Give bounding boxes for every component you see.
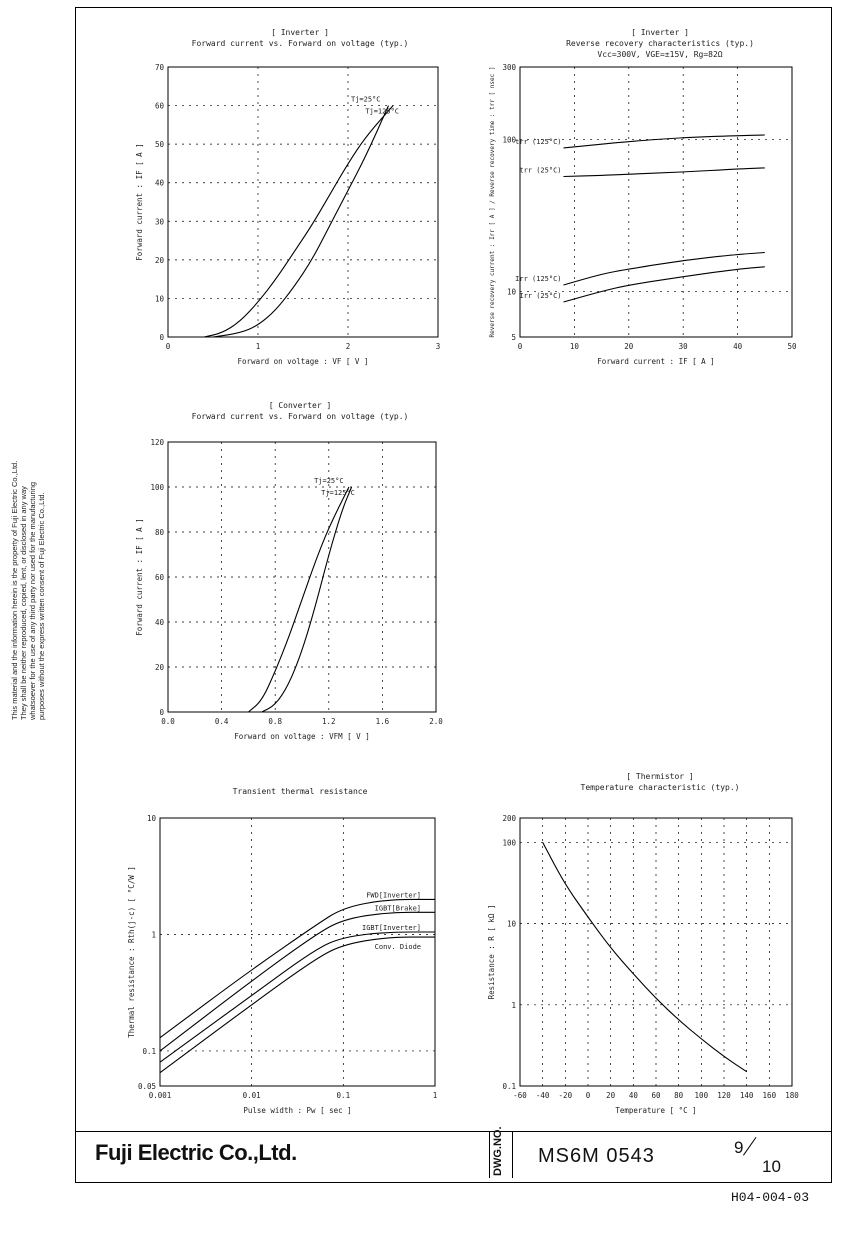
- series-line: [564, 168, 765, 177]
- y-tick-label: 5: [511, 333, 516, 342]
- series-label: Tj=25°C: [350, 95, 381, 104]
- chart5-title: Temperature characteristic (typ.): [580, 783, 740, 792]
- x-axis-label: Forward on voltage : VF [ V ]: [237, 357, 369, 366]
- series-label: Irr (25°C): [519, 292, 562, 301]
- y-tick-label: 120: [150, 438, 164, 447]
- x-tick-label: -60: [513, 1091, 527, 1100]
- chart1-section: [ Inverter ]: [271, 28, 329, 37]
- y-tick-label: 10: [146, 814, 156, 823]
- x-tick-label: 120: [717, 1091, 731, 1100]
- y-tick-label: 200: [502, 814, 516, 823]
- x-axis-label: Temperature [ °C ]: [615, 1106, 697, 1115]
- series-label: IGBT[Inverter]: [361, 924, 421, 933]
- x-tick-label: 0: [165, 342, 171, 351]
- y-tick-label: 30: [154, 217, 164, 227]
- y-tick-label: 10: [506, 919, 516, 929]
- y-axis-label: Thermal resistance : Rth(j-c) [ °C/W ]: [127, 866, 136, 1038]
- x-tick-label: 20: [624, 342, 634, 351]
- x-tick-label: 40: [733, 342, 743, 351]
- chart-forward-current-inverter: [120, 60, 460, 380]
- series-line: [160, 899, 435, 1037]
- series-label: Tj=125°C: [365, 107, 399, 116]
- x-axis-label: Forward current : IF [ A ]: [597, 357, 715, 366]
- y-tick-label: 1: [151, 930, 156, 940]
- form-code: H04-004-03: [731, 1190, 810, 1205]
- x-tick-label: 1: [432, 1091, 438, 1100]
- chart2-subtitle: Vcc=300V, VGE=±15V, Rg=82Ω: [597, 50, 723, 59]
- chart-thermistor: [475, 808, 815, 1128]
- chart4-header: [130, 786, 470, 797]
- x-tick-label: 100: [694, 1091, 709, 1100]
- y-tick-label: 1: [511, 1000, 516, 1010]
- series-line: [564, 253, 765, 286]
- x-tick-label: 0: [585, 1091, 591, 1100]
- x-tick-label: 0.0: [161, 717, 175, 726]
- chart2-section: [ Inverter ]: [631, 28, 689, 37]
- dwg-no-label: DWG.NO.: [489, 1132, 513, 1178]
- series-line: [160, 912, 435, 1051]
- y-tick-label: 80: [154, 528, 164, 537]
- y-tick-label: 40: [154, 618, 164, 627]
- x-tick-label: 1.6: [375, 717, 390, 726]
- proprietary-notice: [10, 460, 70, 720]
- x-tick-label: 0.01: [242, 1091, 261, 1100]
- x-tick-label: 3: [435, 342, 441, 351]
- y-tick-label: 100: [502, 838, 516, 848]
- y-tick-label: 50: [154, 140, 164, 150]
- series-label: Irr (125°C): [515, 275, 562, 284]
- series-line: [564, 267, 765, 302]
- y-axis-label: Resistance : R [ kΩ ]: [487, 904, 496, 1000]
- series-label: Tj=125°C: [321, 489, 355, 497]
- series-label: Conv. Diode: [374, 943, 421, 952]
- chart3-title: Forward current vs. Forward on voltage (typ.): [191, 412, 409, 421]
- y-axis-label: Forward current : IF [ A ]: [135, 518, 144, 636]
- x-tick-label: 60: [651, 1091, 661, 1100]
- series-label: IGBT[Brake]: [374, 904, 421, 913]
- x-tick-label: 0.8: [268, 717, 282, 726]
- x-tick-label: 50: [787, 342, 797, 351]
- chart1-header: [130, 27, 470, 49]
- y-tick-label: 60: [154, 573, 164, 582]
- y-tick-label: 10: [506, 287, 516, 297]
- y-tick-label: 60: [154, 101, 164, 111]
- y-tick-label: 10: [154, 294, 164, 304]
- x-tick-label: 0.4: [214, 717, 229, 726]
- x-tick-label: 160: [762, 1091, 777, 1100]
- series-line: [248, 487, 349, 712]
- y-tick-label: 40: [154, 178, 164, 188]
- proprietary-notice-text: This material and the information herein is the property of Fuji Electric Co.,Ltd. They shall be neither reproduced, copied, lent, or disclosed in any way whatsoever for the use of any third party nor used for the manufacturing purposes without the express written consent of Fuji Electric Co.,Ltd.: [10, 460, 46, 720]
- x-axis-label: Pulse width : Pw [ sec ]: [243, 1106, 352, 1115]
- y-tick-label: 0.1: [142, 1046, 156, 1056]
- y-tick-label: 0: [159, 333, 164, 342]
- y-tick-label: 300: [502, 63, 516, 72]
- chart5-section: [ Thermistor ]: [626, 772, 694, 781]
- series-line: [564, 135, 765, 148]
- chart-forward-current-converter: [120, 435, 460, 755]
- chart3-header: [130, 400, 470, 422]
- x-tick-label: -40: [535, 1091, 550, 1100]
- y-tick-label: 20: [154, 255, 164, 265]
- y-tick-label: 100: [150, 483, 164, 492]
- chart4-title: Transient thermal resistance: [232, 787, 368, 796]
- series-line: [543, 842, 747, 1071]
- drawing-number: MS6M 0543: [538, 1145, 655, 1167]
- page-total: 10: [762, 1157, 781, 1176]
- y-tick-label: 20: [154, 663, 164, 672]
- chart5-header: [490, 771, 830, 793]
- page-number: 9: [734, 1138, 744, 1157]
- y-tick-label: 0.05: [137, 1082, 156, 1091]
- series-label: Tj=25°C: [314, 477, 344, 485]
- y-tick-label: 0.1: [502, 1082, 516, 1091]
- x-tick-label: 10: [569, 342, 579, 351]
- series-label: FWD[Inverter]: [366, 891, 421, 900]
- chart2-title: Reverse recovery characteristics (typ.): [566, 39, 754, 48]
- x-tick-label: 0: [517, 342, 523, 351]
- y-axis-label: Reverse recovery current : Irr [ A ] / Reverse recovery time : trr [ nsec ]: [489, 66, 496, 338]
- chart3-section: [ Converter ]: [268, 401, 332, 410]
- plot-frame: [160, 818, 435, 1086]
- x-tick-label: 0.1: [336, 1091, 351, 1100]
- x-tick-label: 140: [739, 1091, 754, 1100]
- chart1-title: Forward current vs. Forward on voltage (typ.): [191, 39, 409, 48]
- y-tick-label: 0: [159, 708, 164, 717]
- company-name: Fuji Electric Co.,Ltd.: [95, 1140, 297, 1165]
- x-tick-label: -20: [558, 1091, 573, 1100]
- x-axis-label: Forward on voltage : VFM [ V ]: [234, 732, 370, 741]
- x-tick-label: 1: [255, 342, 261, 351]
- x-tick-label: 2: [345, 342, 351, 351]
- y-tick-label: 70: [154, 63, 164, 72]
- x-tick-label: 40: [628, 1091, 638, 1100]
- chart2-header: [490, 27, 830, 60]
- series-line: [160, 937, 435, 1073]
- x-tick-label: 20: [606, 1091, 616, 1100]
- series-label: trr (25°C): [519, 166, 562, 175]
- x-tick-label: 80: [674, 1091, 684, 1100]
- x-tick-label: 2.0: [429, 717, 443, 726]
- x-tick-label: 30: [678, 342, 688, 351]
- x-tick-label: 0.001: [148, 1091, 172, 1100]
- x-tick-label: 180: [785, 1091, 799, 1100]
- y-axis-label: Forward current : IF [ A ]: [135, 143, 144, 261]
- y-tick-label: 100: [502, 135, 516, 145]
- title-block-divider: [76, 1131, 831, 1132]
- x-tick-label: 1.2: [322, 717, 336, 726]
- chart-transient-thermal-resistance: [120, 808, 460, 1128]
- series-label: trr (125°C): [515, 137, 562, 146]
- chart-reverse-recovery: [475, 60, 815, 380]
